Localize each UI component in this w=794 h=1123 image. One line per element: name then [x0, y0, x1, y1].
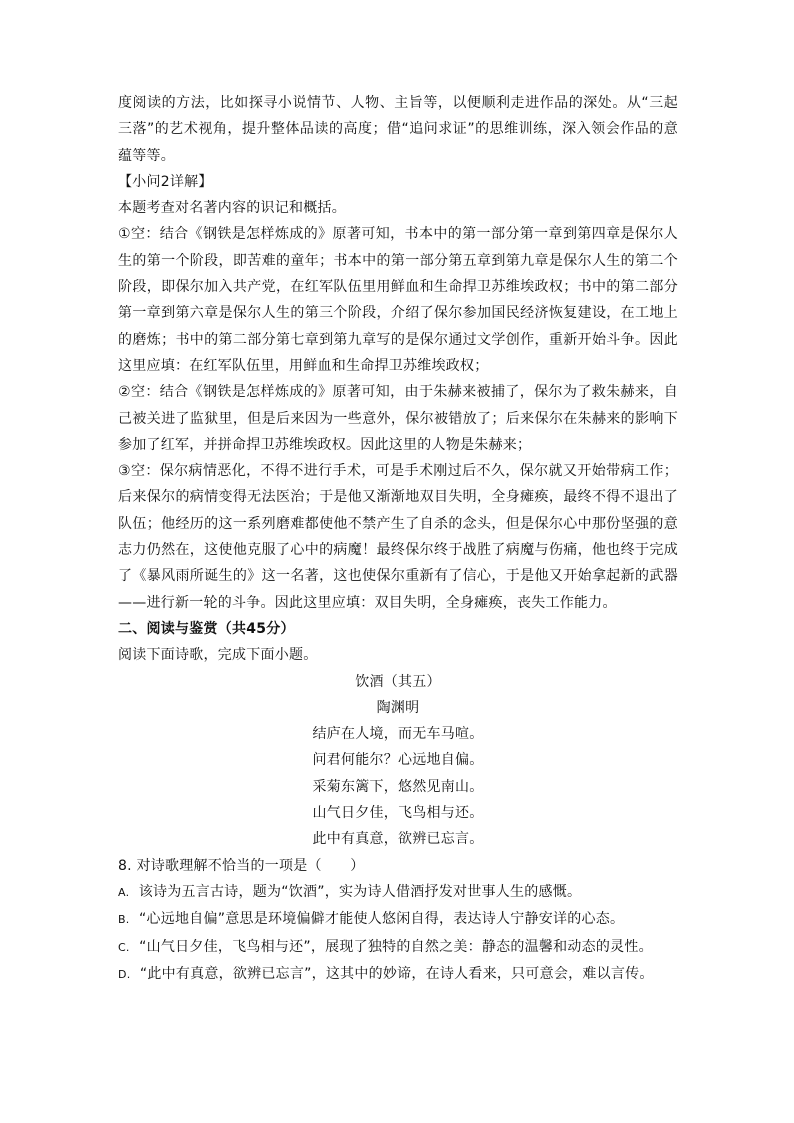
poem-line: 结庐在人境，而无车马喧。 — [312, 726, 484, 743]
option-letter: C. — [118, 940, 130, 954]
document-page — [118, 90, 678, 988]
poem-block — [118, 669, 678, 853]
option-text: “此中有真意，欲辨已忘言”，这其中的妙谛，在诗人看来，只可意会，难以言传。 — [139, 965, 654, 982]
option-c — [118, 934, 678, 961]
option-text: “心远地自偏”意思是环境偏僻才能使人悠闲自得，表达诗人宁静安详的心态。 — [138, 911, 625, 928]
option-text: “山气日夕佳，飞鸟相与还”，展现了独特的自然之美：静态的温馨和动态的灵性。 — [139, 938, 653, 955]
option-text: 该诗为五言古诗，题为“饮酒”，实为诗人借酒抒发对世事人生的感慨。 — [138, 883, 582, 900]
answer-item-2: ②空：结合《钢铁是怎样炼成的》原著可知，由于朱赫来被捕了，保尔为了救朱赫来，自己被关进了监狱里，但是后来因为一些意外，保尔被错放了；后来保尔在朱赫来的影响下参加了红军，并拼命捍卫苏维埃政权。因此这里的人物是朱赫来； — [118, 384, 678, 453]
option-b — [118, 906, 678, 933]
answer-intro-paragraph: 度阅读的方法，比如探寻小说情节、人物、主旨等，以便顺利走进作品的深处。从“三起三落”的艺术视角，提升整体品读的高度；借“追问求证”的思维训练，深入领会作品的意蕴等等。 — [118, 95, 678, 164]
reading-instruction: 阅读下面诗歌，完成下面小题。 — [118, 647, 318, 664]
poem-line: 此中有真意，欲辨已忘言。 — [312, 831, 484, 848]
poem-title: 饮酒（其五） — [355, 673, 441, 690]
answer-item-3: ③空：保尔病情恶化，不得不进行手术，可是手术刚过后不久，保尔就又开始带病工作；后来保尔的病情变得无法医治；于是他又渐渐地双目失明，全身瘫痪，最终不得不退出了队伍；他经历的这一系列磨难都使他不禁产生了自杀的念头，但是保尔心中那份坚强的意志力仍然在，这使他克服了心中的病魔！最终保尔终于战胜了病魔与伤痛，他也终于完成了《暴风雨所诞生的》这一名著，这也使保尔重新有了信心，于是他又开始拿起新的武器——进行新一轮的斗争。因此这里应填：双目失明，全身瘫痪，丧失工作能力。 — [118, 463, 678, 611]
options-list — [118, 879, 678, 988]
poem-line: 问君何能尔？心远地自偏。 — [312, 752, 484, 769]
section-heading: 二、阅读与鉴赏（共45分） — [118, 620, 295, 637]
question-stem: 8. 对诗歌理解不恰当的一项是（ ） — [118, 857, 365, 874]
answer-scope-paragraph: 本题考查对名著内容的识记和概括。 — [118, 200, 346, 217]
option-letter: A. — [118, 885, 130, 899]
option-letter: D. — [118, 967, 131, 981]
poem-line: 采菊东篱下，悠然见南山。 — [312, 778, 484, 795]
sub-question-heading: 【小问2详解】 — [118, 173, 213, 190]
option-a — [118, 879, 678, 906]
option-d — [118, 961, 678, 988]
poem-line: 山气日夕佳，飞鸟相与还。 — [312, 805, 484, 822]
option-letter: B. — [118, 913, 130, 927]
poem-author: 陶渊明 — [376, 699, 420, 716]
answer-item-1: ①空：结合《钢铁是怎样炼成的》原著可知，书本中的第一部分第一章到第四章是保尔人生的第一个阶段，即苦难的童年；书本中的第一部分第五章到第九章是保尔人生的第二个阶段，即保尔加入共产党，在红军队伍里用鲜血和生命捍卫苏维埃政权；书中的第二部分第一章到第六章是保尔人生的第三个阶段，介绍了保尔参加国民经济恢复建设，在工地上的磨炼；书中的第二部分第七章到第九章写的是保尔通过文学创作，重新开始斗争。因此这里应填：在红军队伍里，用鲜血和生命捍卫苏维埃政权； — [118, 226, 678, 374]
